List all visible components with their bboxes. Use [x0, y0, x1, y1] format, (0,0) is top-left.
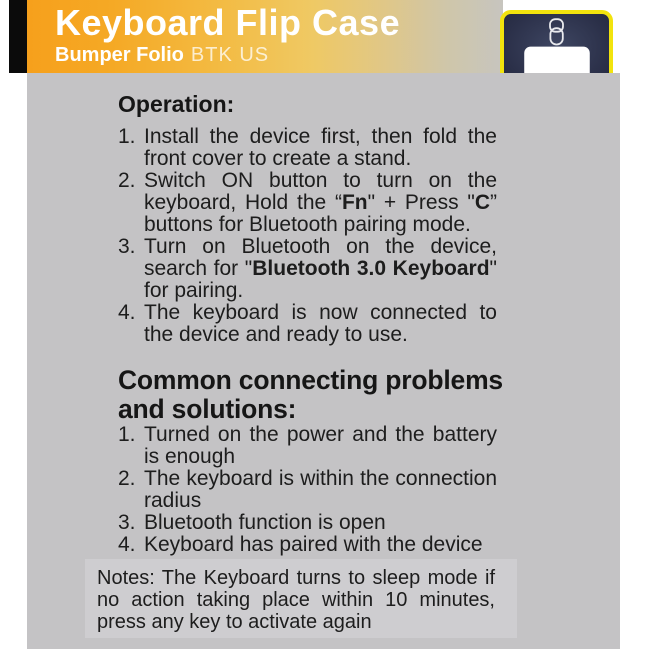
list-item-text: The keyboard is within the connection radius	[144, 467, 497, 512]
content-panel	[27, 73, 620, 649]
problems-list	[118, 424, 620, 556]
list-item-number: 4.	[118, 533, 136, 556]
notes-paragraph: Notes: The Keyboard turns to sleep mode if no action taking place within 10 minutes, press any key to activate again	[85, 559, 517, 638]
operation-list	[118, 126, 620, 346]
list-item-number: 1.	[118, 125, 136, 148]
list-item	[118, 468, 620, 512]
list-item-number: 3.	[118, 235, 136, 258]
list-item	[118, 170, 620, 236]
list-item-number: 2.	[118, 467, 136, 490]
list-item-text: Turn on Bluetooth on the device, search for "Bluetooth 3.0 Keyboard" for pairing.	[144, 235, 497, 302]
section-heading-operation: Operation:	[118, 91, 235, 117]
left-accent-strip	[9, 0, 27, 73]
page-title: Keyboard Flip Case	[55, 2, 401, 43]
page-subtitle	[55, 44, 269, 66]
chain-link-icon	[545, 18, 568, 46]
list-item-text: Keyboard has paired with the device	[144, 533, 483, 556]
list-item-text: Install the device first, then fold the front cover to create a stand.	[144, 125, 497, 170]
list-item	[118, 424, 620, 468]
list-item	[118, 534, 620, 556]
list-item	[118, 126, 620, 170]
list-item-number: 1.	[118, 423, 136, 446]
list-item	[118, 236, 620, 302]
list-item-number: 4.	[118, 301, 136, 324]
list-item	[118, 512, 620, 534]
list-item-text: Bluetooth function is open	[144, 511, 386, 534]
list-item-text: Turned on the power and the battery is enough	[144, 423, 497, 468]
section-heading-problems: Common connecting problems and solutions:	[118, 365, 503, 424]
list-item	[118, 302, 620, 346]
list-item-number: 2.	[118, 169, 136, 192]
list-item-number: 3.	[118, 511, 136, 534]
header-band	[27, 0, 503, 73]
list-item-text: The keyboard is now connected to the device and ready to use.	[144, 301, 497, 346]
model-label: BTK US	[190, 44, 270, 66]
product-line-label: Bumper Folio	[55, 44, 184, 66]
list-item-text: Switch ON button to turn on the keyboard, Hold the “Fn" + Press "C” buttons for Bluetooth pairing mode.	[144, 169, 498, 236]
